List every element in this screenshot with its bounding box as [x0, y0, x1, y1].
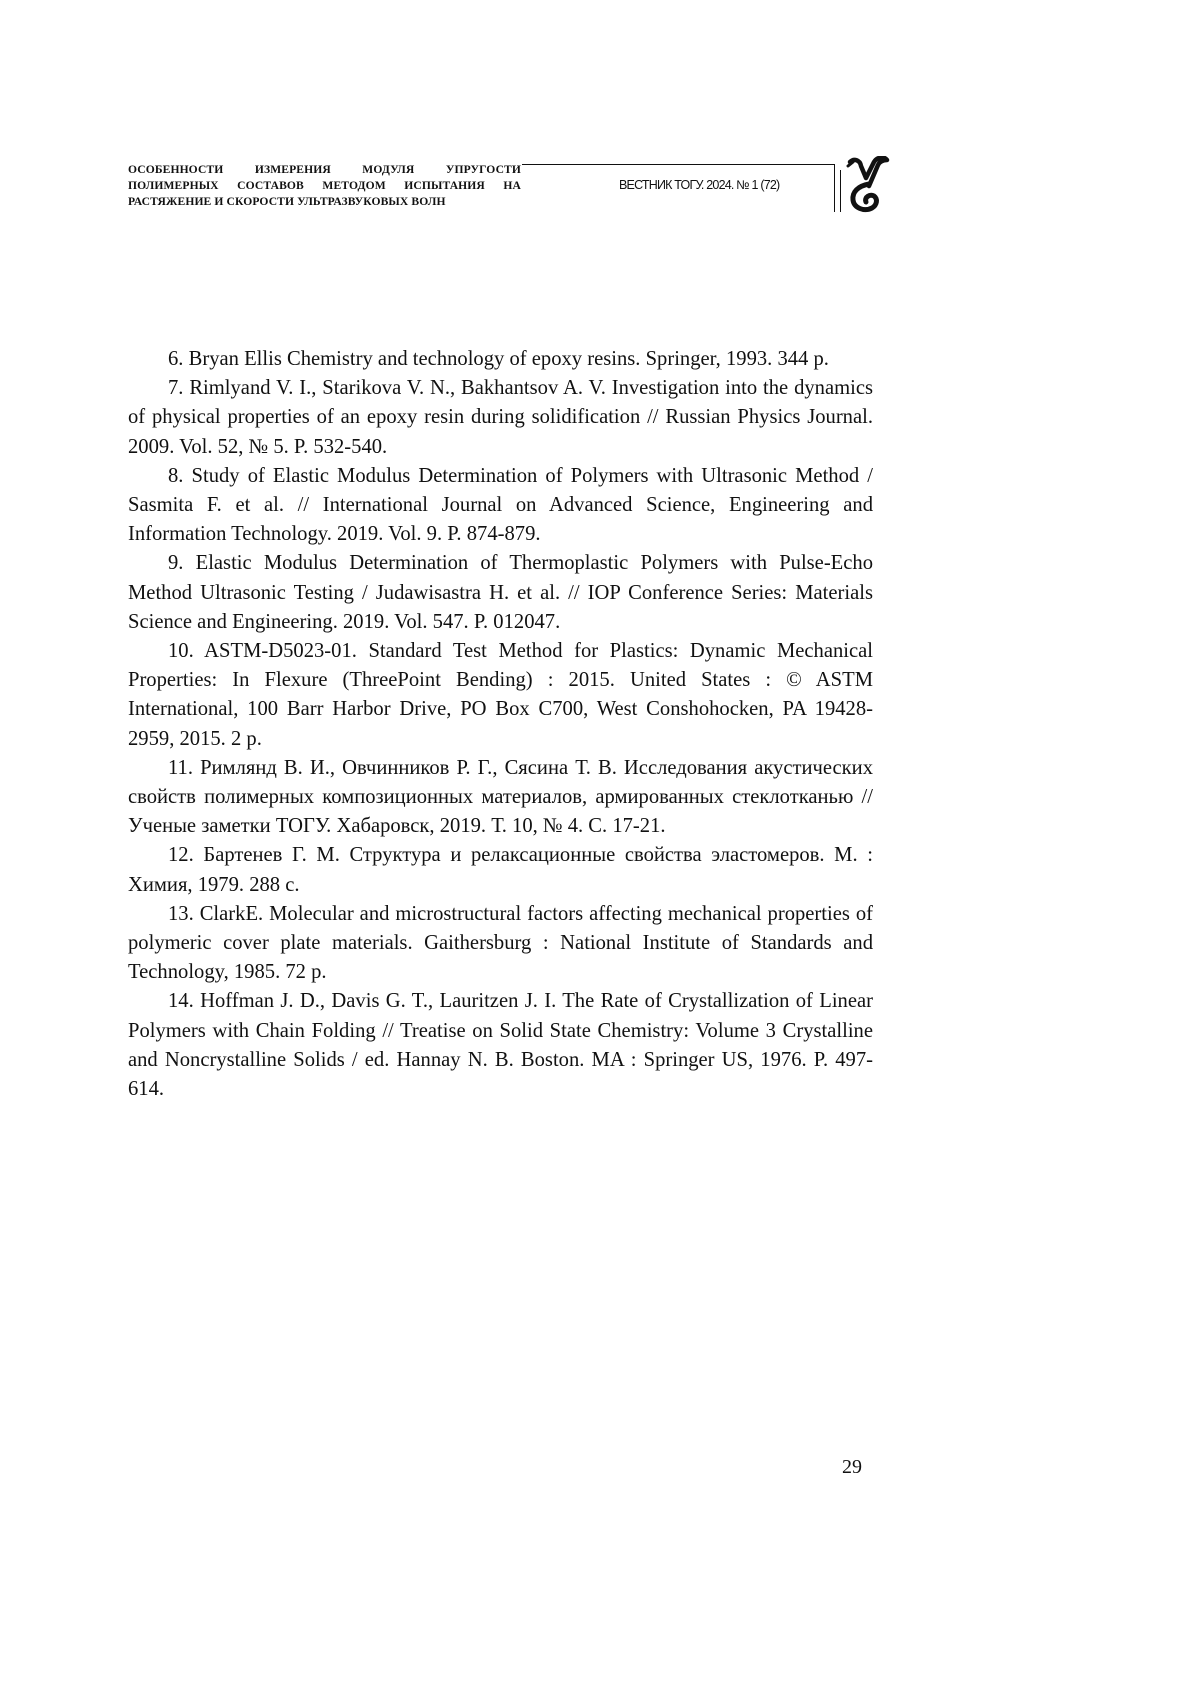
header-rule-vertical-inner — [840, 170, 841, 212]
reference-item: 14. Hoffman J. D., Davis G. T., Lauritzen J. I. The Rate of Crystallization of Linear Polymers with Chain Folding // Treatise on Solid State Chemistry: Volume 3 Crystalline and Noncrystalline Solids / ed. Hannay N. B. Boston. MA : Springer US, 1976. P. 497-614. — [128, 990, 873, 1101]
journal-reference: ВЕСТНИК ТОГУ. 2024. № 1 (72) — [619, 178, 780, 192]
reference-list — [128, 345, 873, 1104]
reference-item: 12. Бартенев Г. М. Структура и релаксационные свойства эластомеров. М. : Химия, 1979. 288 с. — [128, 844, 873, 896]
reference-item: 7. Rimlyand V. I., Starikova V. N., Bakhantsov A. V. Investigation into the dynamics of physical properties of an epoxy resin during solidification // Russian Physics Journal. 2009. Vol. 52, № 5. P. 532-540. — [128, 377, 873, 458]
reference-item: 13. ClarkE. Molecular and microstructural factors affecting mechanical properties of polymeric cover plate materials. Gaithersburg : National Institute of Standards and Technology, 1985. 72 p. — [128, 902, 873, 984]
page-number: 29 — [842, 1456, 862, 1478]
reference-item: 11. Римлянд В. И., Овчинников Р. Г., Сясина Т. В. Исследования акустических свойств полимерных композиционных материалов, армированных стеклотканью // Ученые заметки ТОГУ. Хабаровск, 2019. Т. 10, № 4. С. 17-21. — [128, 756, 873, 838]
header-rule-vertical-outer — [834, 164, 835, 212]
header-rule-horizontal — [522, 164, 834, 165]
reference-item: 8. Study of Elastic Modulus Determination of Polymers with Ultrasonic Method / Sasmita F. et al. // International Journal on Advanced Science, Engineering and Information Technology. 2019. Vol. 9. P. 874-879. — [128, 464, 873, 546]
reference-item: 10. ASTM-D5023-01. Standard Test Method for Plastics: Dynamic Mechanical Properties: In Flexure (ThreePoint Bending) : 2015. United States : © ASTM International, 100 Barr Harbor Drive, PO Box C700, West Conshohocken, PA 19428-2959, 2015. 2 p. — [128, 640, 873, 750]
reference-item: 9. Elastic Modulus Determination of Thermoplastic Polymers with Pulse-Echo Method Ultrasonic Testing / Judawisastra H. et al. // IOP Conference Series: Materials Science and Engineering. 2019. Vol. 547. P. 012047. — [128, 552, 873, 633]
journal-emblem-icon — [844, 156, 890, 214]
reference-item: 6. Bryan Ellis Chemistry and technology of epoxy resins. Springer, 1993. 344 p. — [168, 348, 829, 370]
running-header-title: ОСОБЕННОСТИ ИЗМЕРЕНИЯ МОДУЛЯ УПРУГОСТИ ПОЛИМЕРНЫХ СОСТАВОВ МЕТОДОМ ИСПЫТАНИЯ НА РАСТЯЖЕНИЕ И СКОРОСТИ УЛЬТРАЗВУКОВЫХ ВОЛН — [128, 163, 521, 208]
